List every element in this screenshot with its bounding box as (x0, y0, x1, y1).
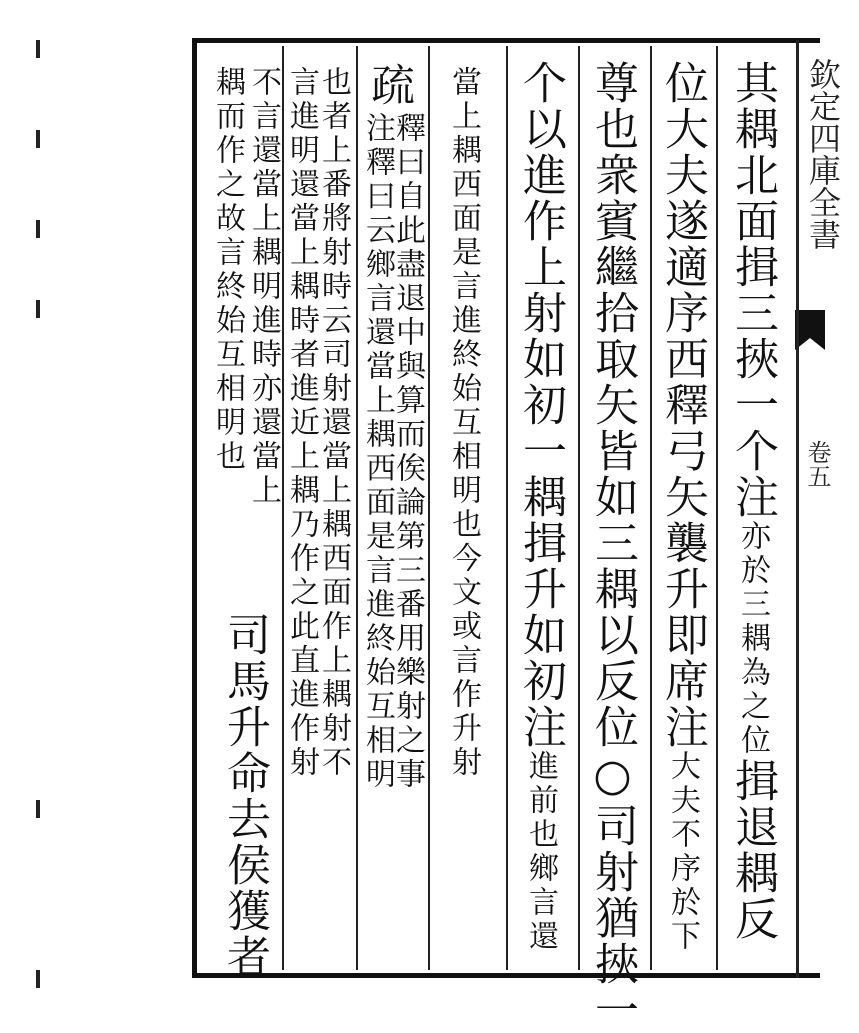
column-rule (506, 46, 508, 970)
text-column-10: 耦而作之故言終始互相明也 (210, 66, 245, 474)
text-column-3 (587, 60, 638, 1033)
annotation-mark: 注 (727, 474, 778, 520)
main-text: 个以進作上射如初一耦揖升如初 (515, 60, 566, 704)
annotation-mark: 注 (515, 704, 566, 750)
text-column-6b: 注釋曰云鄉言還當上耦西面是言進終始互相明 (360, 112, 395, 792)
annotation-mark: 注 (657, 704, 708, 750)
text-column-6a: 釋曰自此盡退中與算而俟論第三番用樂射之事 (390, 112, 425, 792)
column-rule (428, 46, 430, 970)
text-column-7: 也者上番將射時云司射還當上耦西面作上耦射不 (316, 66, 351, 780)
column-rule (650, 46, 652, 970)
annotation-text: 進前也鄉言還 (523, 750, 558, 954)
edge-tick (36, 220, 40, 238)
edge-tick (36, 800, 40, 818)
margin-rule (796, 40, 799, 978)
circle-mark: ○ (587, 750, 638, 803)
edge-tick (36, 970, 40, 988)
edge-tick (36, 40, 40, 58)
edge-tick (36, 130, 40, 148)
shu-mark: 疏 (363, 62, 414, 108)
margin-title: 欽定四庫全書 (804, 58, 842, 250)
margin-juan: 卷五 (803, 440, 831, 488)
text-column-5: 當上耦西面是言進終始互相明也今文或言作升射 (446, 66, 481, 780)
edge-tick (36, 300, 40, 318)
main-text: 司射猶挾一 (587, 803, 638, 1033)
annotation-text: 亦於三耦為之位 (735, 520, 770, 758)
main-text: 位大夫遂適序西釋弓矢襲升即席 (657, 60, 708, 704)
main-text-tail: 司馬升命去侯獲者 (219, 612, 270, 980)
main-text: 其耦北面揖三挾一个 (727, 60, 778, 474)
text-column-8: 言進明還當上耦時者進近上耦乃作之此直進作射 (284, 66, 319, 780)
main-text: 尊也衆賓繼拾取矢皆如三耦以反位 (587, 60, 638, 750)
text-column-4 (515, 60, 566, 954)
annotation-text: 大夫不序於下 (665, 750, 700, 954)
column-rule (716, 46, 718, 970)
column-rule (356, 46, 358, 970)
text-column-9: 不言還當上耦明進時亦還當上 (246, 66, 281, 508)
column-rule (578, 46, 580, 970)
main-text: 揖退耦反 (727, 758, 778, 942)
text-column-2 (657, 60, 708, 954)
text-column-1 (727, 60, 778, 942)
